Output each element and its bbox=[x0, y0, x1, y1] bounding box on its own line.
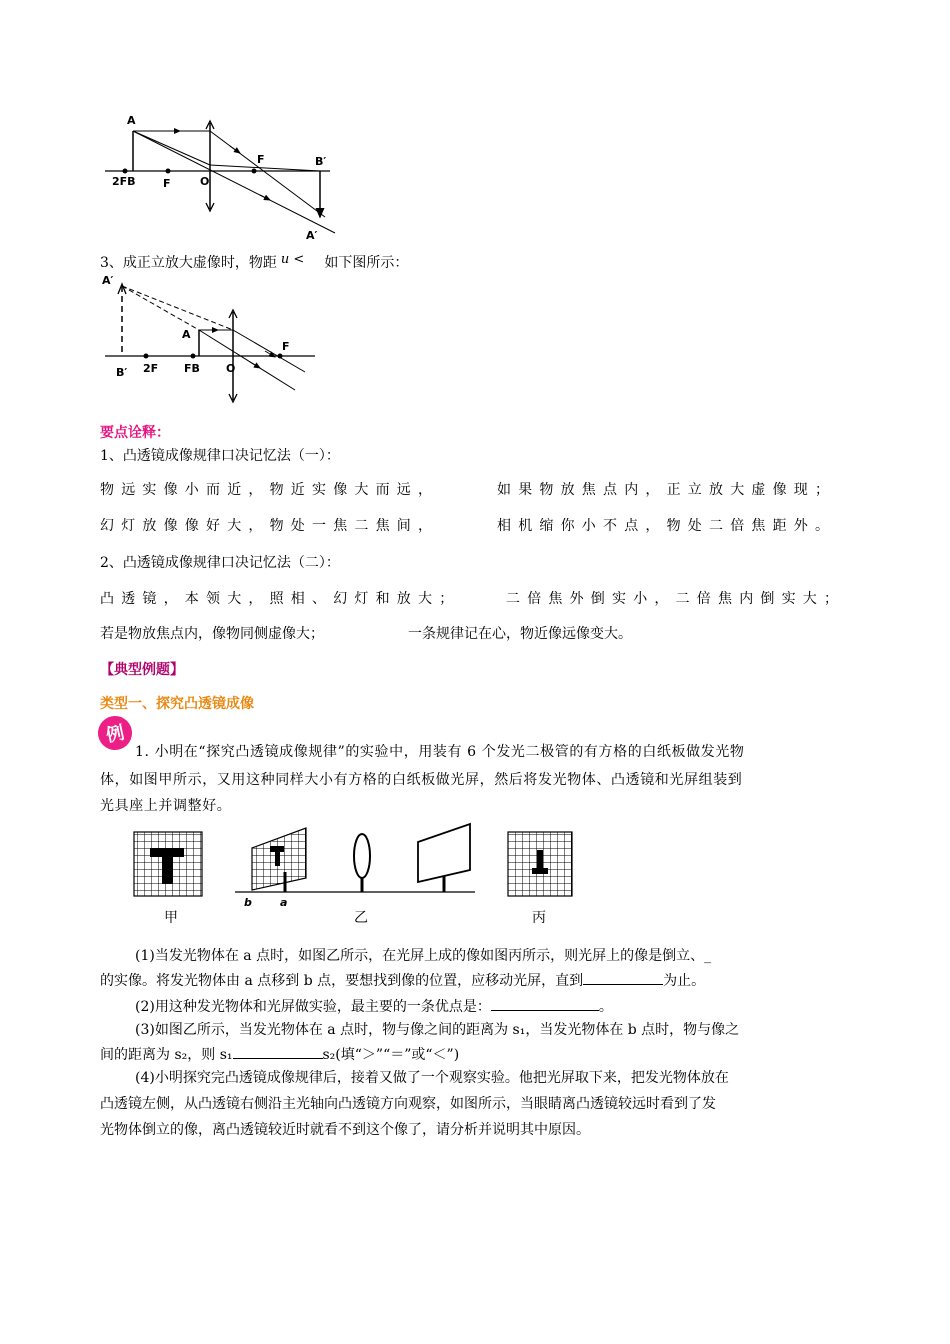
subquestion-2-text-a: (2)用这种发光物体和光屏做实验，最主要的一条优点是： bbox=[135, 999, 491, 1015]
subquestion-3-text-a: 间的距离为 s₂，则 s₁ bbox=[100, 1047, 233, 1063]
subquestion-4-line-1: (4)小明探究完凸透镜成像规律后，接着又做了一个观察实验。他把光屏取下来，把发光物体放在 bbox=[135, 1070, 729, 1086]
label-2F-2: 2F bbox=[143, 362, 159, 375]
label-point-b: b bbox=[244, 896, 252, 909]
label-B-prime-2: B′ bbox=[116, 366, 128, 379]
experiment-figure bbox=[130, 820, 590, 930]
answer-blank-2[interactable] bbox=[491, 996, 599, 1011]
figure-label-jia: 甲 bbox=[164, 910, 178, 926]
figure-label-yi: 乙 bbox=[354, 910, 368, 926]
figure-yi-light-board bbox=[252, 828, 306, 892]
figure-label-bing: 丙 bbox=[532, 910, 546, 926]
label-F-right: F bbox=[257, 153, 265, 166]
mnemonic-1-line-1b: 如果物放焦点内，正立放大虚像现； bbox=[497, 482, 837, 498]
label-B-prime: B′ bbox=[315, 155, 327, 168]
question-1-line-2: 体，如图甲所示，又用这种同样大小有方格的白纸板做光屏，然后将发光物体、凸透镜和光屏组装到 bbox=[100, 772, 743, 788]
example-badge: 例 bbox=[95, 713, 135, 753]
type-1-heading: 类型一、探究凸透镜成像 bbox=[100, 696, 254, 712]
subquestion-1-line-1: (1)当发光物体在 a 点时，如图乙所示，在光屏上成的像如图丙所示，则光屏上的像是倒立、_ bbox=[135, 948, 712, 964]
rule3-text-after: 如下图所示： bbox=[324, 255, 409, 271]
label-FB-2: FB bbox=[184, 362, 200, 375]
label-A: A bbox=[127, 114, 136, 127]
label-A-prime: A′ bbox=[306, 229, 318, 242]
answer-blank-1[interactable] bbox=[583, 970, 663, 985]
memory-method-2-title: 2、凸透镜成像规律口决记忆法（二）： bbox=[100, 555, 340, 571]
mnemonic-1-line-2b: 相机缩你小不点，物处二倍焦距外。 bbox=[497, 518, 837, 534]
subquestion-3-line-1: (3)如图乙所示，当发光物体在 a 点时，物与像之间的距离为 s₁，当发光物体在 b 点时，物与像之 bbox=[135, 1022, 740, 1038]
label-point-a: a bbox=[280, 896, 288, 909]
label-A-2: A bbox=[182, 328, 191, 341]
key-points-heading: 要点诠释： bbox=[100, 425, 170, 441]
question-1-line-1: 1. 小明在“探究凸透镜成像规律”的实验中，用装有 6 个发光二极管的有方格的白纸板做发光物 bbox=[135, 744, 745, 760]
subquestion-1-text-b: 为止。 bbox=[663, 973, 706, 989]
figure-bing-screen-image bbox=[508, 832, 572, 896]
subquestion-1-text-a: 的实像。将发光物体由 a 点移到 b 点，要想找到像的位置，应移动光屏，直到 bbox=[100, 973, 584, 989]
label-O: O bbox=[200, 175, 210, 188]
ray-diagram-real-image bbox=[100, 105, 350, 245]
figure-yi-lens bbox=[354, 834, 370, 892]
question-1-line-3: 光具座上并调整好。 bbox=[100, 798, 232, 814]
label-2FB: 2FB bbox=[112, 175, 136, 188]
mnemonic-2-line-1b: 二倍焦外倒实小，二倍焦内倒实大； bbox=[506, 591, 846, 607]
rule3-symbol: u < bbox=[280, 252, 305, 267]
label-F-right-2: F bbox=[282, 340, 290, 353]
typical-examples-heading: 【典型例题】 bbox=[100, 662, 184, 678]
mnemonic-2-line-2b: 一条规律记在心，物近像远像变大。 bbox=[408, 626, 632, 642]
ray-diagram-virtual-image bbox=[100, 272, 330, 407]
subquestion-2-line bbox=[135, 996, 613, 1017]
mnemonic-1-line-2a: 幻灯放像像好大，物处一焦二焦间， bbox=[100, 518, 440, 534]
figure-yi-light-screen bbox=[418, 824, 470, 892]
rule3-line bbox=[100, 253, 408, 274]
subquestion-3-text-b: s₂(填“＞”“＝”或“＜”) bbox=[322, 1047, 460, 1063]
label-O-2: O bbox=[226, 362, 236, 375]
label-F-left: F bbox=[163, 177, 171, 190]
subquestion-4-line-3: 光物体倒立的像，离凸透镜较近时就看不到这个像了，请分析并说明其中原因。 bbox=[100, 1122, 590, 1138]
mnemonic-2-line-1a: 凸透镜，本领大，照相、幻灯和放大； bbox=[100, 591, 461, 607]
subquestion-2-text-b: 。 bbox=[598, 999, 613, 1015]
subquestion-3-line-2 bbox=[100, 1044, 459, 1065]
mnemonic-1-line-1a: 物远实像小而近，物近实像大而远， bbox=[100, 482, 440, 498]
label-A-prime-2: A′ bbox=[102, 274, 114, 287]
mnemonic-2-line-2a: 若是物放焦点内，像物同侧虚像大； bbox=[100, 626, 324, 642]
subquestion-4-line-2: 凸透镜左侧，从凸透镜右侧沿主光轴向凸透镜方向观察，如图所示，当眼睛离凸透镜较远时看到了发 bbox=[100, 1096, 716, 1112]
answer-blank-3[interactable] bbox=[233, 1044, 323, 1059]
figure-jia-light-board bbox=[134, 832, 202, 896]
memory-method-1-title: 1、凸透镜成像规律口决记忆法（一）： bbox=[100, 448, 340, 464]
rule3-text-before: 3、成正立放大虚像时，物距 bbox=[100, 255, 277, 271]
subquestion-1-line-2 bbox=[100, 970, 705, 991]
